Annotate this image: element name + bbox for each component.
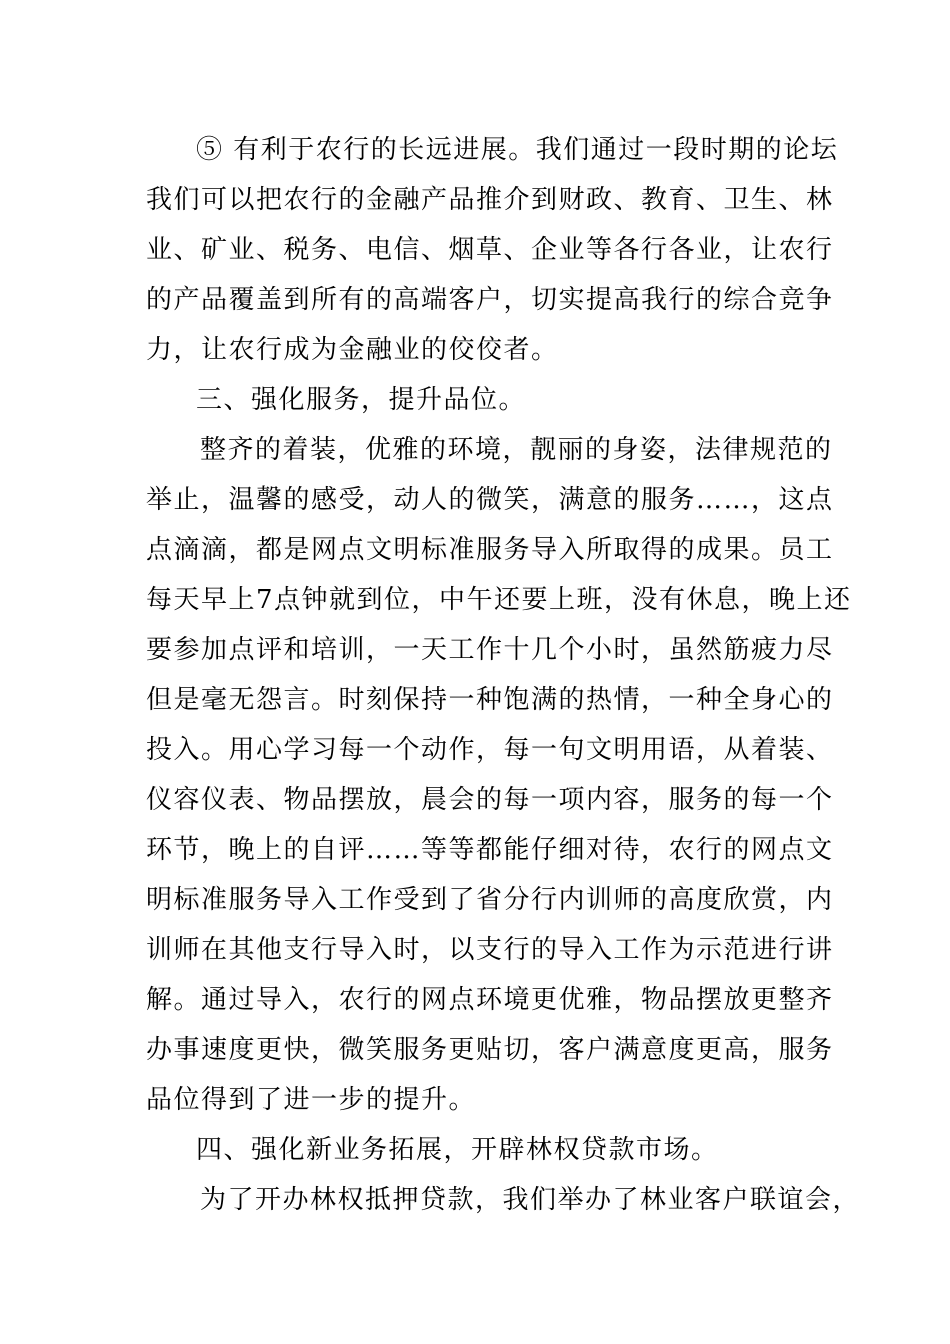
paragraph-line: 解。通过导入，农行的网点环境更优雅，物品摆放更整齐 [146,985,834,1015]
paragraph-line: 举止，温馨的感受，动人的微笑，满意的服务……，这点 [146,485,834,515]
paragraph-line: 每天早上7点钟就到位，中午还要上班，没有休息，晚上还 [146,585,852,615]
paragraph-line: 力，让农行成为金融业的佼佼者。 [146,335,559,365]
paragraph-line: 要参加点评和培训，一天工作十几个小时，虽然筋疲力尽 [146,635,834,665]
paragraph-line: 明标准服务导入工作受到了省分行内训师的高度欣赏，内 [146,885,834,915]
paragraph-line: 仪容仪表、物品摆放，晨会的每一项内容，服务的每一个 [146,785,834,815]
paragraph-line: 但是毫无怨言。时刻保持一种饱满的热情，一种全身心的 [146,685,834,715]
paragraph-line: 整齐的着装，优雅的环境，靓丽的身姿，法律规范的 [200,435,833,465]
section-heading: 三、强化服务，提升品位。 [196,385,527,415]
paragraph-line: 品位得到了进一步的提升。 [146,1085,477,1115]
section-heading: 四、强化新业务拓展，开辟林权贷款市场。 [196,1135,719,1165]
paragraph-line: 办事速度更快，微笑服务更贴切，客户满意度更高，服务 [146,1035,834,1065]
paragraph-line: 训师在其他支行导入时，以支行的导入工作为示范进行讲 [146,935,834,965]
paragraph-line: ⑤ 有利于农行的长远进展。我们通过一段时期的论坛 [196,135,839,165]
paragraph-line: 投入。用心学习每一个动作，每一句文明用语，从着装、 [146,735,834,765]
paragraph-line: 为了开办林权抵押贷款，我们举办了林业客户联谊会， [200,1185,861,1215]
paragraph-line: 点滴滴，都是网点文明标准服务导入所取得的成果。员工 [146,535,834,565]
paragraph-line: 环节，晚上的自评……等等都能仔细对待，农行的网点文 [146,835,834,865]
paragraph-line: 我们可以把农行的金融产品推介到财政、教育、卫生、林 [146,185,834,215]
paragraph-line: 的产品覆盖到所有的高端客户，切实提高我行的综合竞争 [146,285,834,315]
paragraph-line: 业、矿业、税务、电信、烟草、企业等各行各业，让农行 [146,235,834,265]
